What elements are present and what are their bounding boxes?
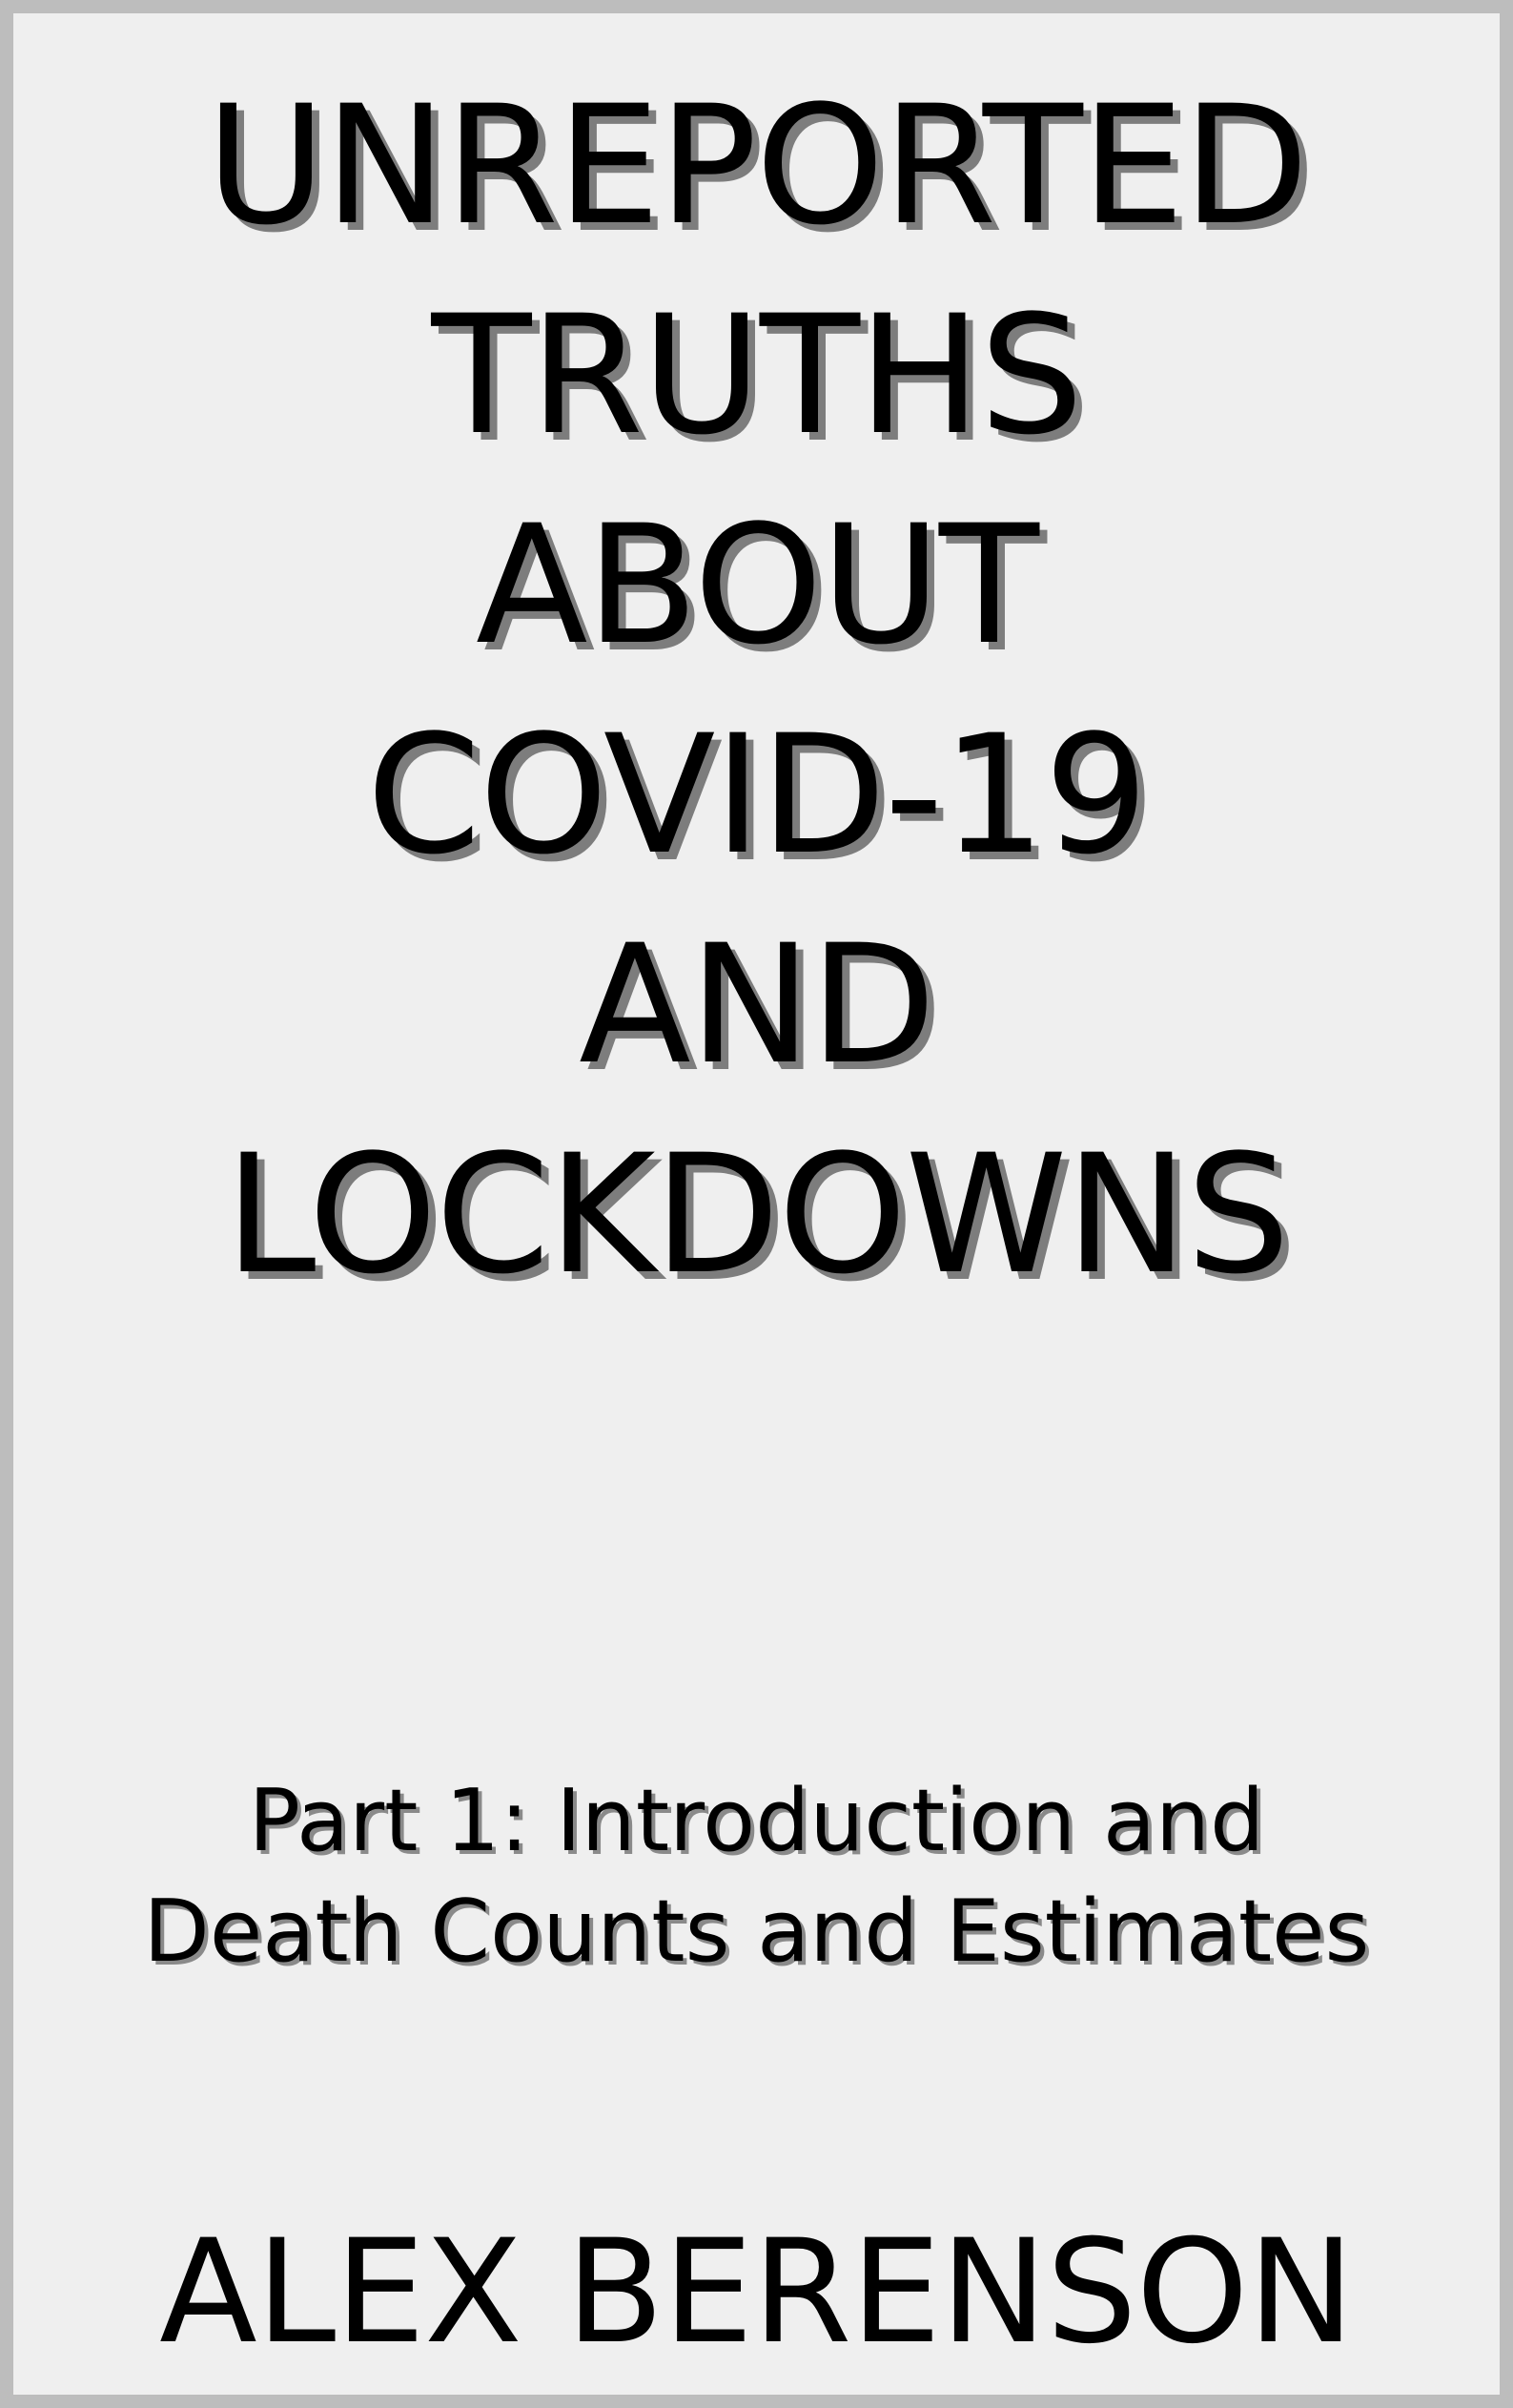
author-name: ALEX BERENSON [159,2210,1354,2376]
title-line: AND [579,909,934,1101]
book-subtitle [13,1766,1500,1987]
book-title [13,61,1500,1320]
subtitle-line: Part 1: Introduction and [248,1771,1265,1871]
title-line: ABOUT [476,489,1037,681]
title-line: COVID-19 [366,699,1147,891]
title-line: LOCKDOWNS [224,1119,1289,1310]
title-line: UNREPORTED [205,70,1308,261]
subtitle-line: Death Counts and Estimates [143,1882,1370,1982]
book-cover [13,13,1500,2395]
title-line: TRUTHS [431,279,1082,471]
